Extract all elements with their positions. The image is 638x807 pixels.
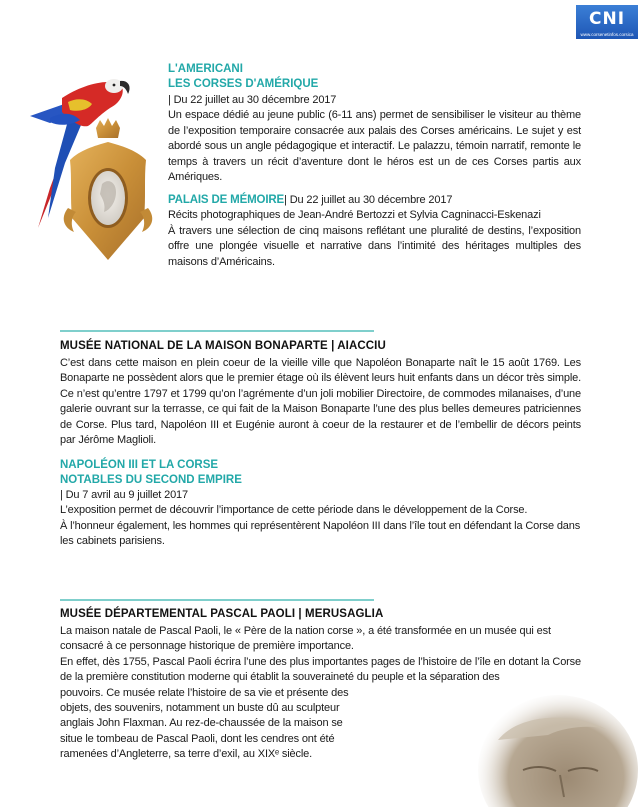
napoleon3-body-2: À l’honneur également, les hommes qui représentèrent Napoléon III dans l’île tout en défendant la Corse dans les cabinets parisiens. bbox=[60, 519, 581, 548]
napoleon3-body-1: L’exposition permet de découvrir l’importance de cette période dans le développement de la Corse. bbox=[60, 504, 528, 517]
palais-title: PALAIS DE MÉMOIRE bbox=[168, 194, 285, 206]
parrot-crest-illustration bbox=[10, 68, 160, 273]
bonaparte-body: C’est dans cette maison en plein coeur de la vieille ville que Napoléon Bonaparte naît le 15 août 1769. Les Bonaparte ne possèdent alors que le premier étage où ils élèvent leurs huit enfants dans un décor très simple. Ce n’est qu’entre 1797 et 1799 qu’on l’agrémente d’un joli mobilier Directoire, de commodes milanaises, d’une galerie ouvrant sur la terrasse, ce qui fait de la Maison Bonaparte l’une des plus belles demeures patriciennes de Corse. Plus tard, Napoléon III et Eugénie auront à coeur de la restaurer et de l’embellir de décors peints par Jérôme Maglioli. bbox=[60, 357, 581, 447]
americani-dates: | Du 22 juillet au 30 décembre 2017 bbox=[168, 94, 337, 106]
cni-logo bbox=[576, 5, 638, 39]
palais-body: À travers une sélection de cinq maisons reflétant une pluralité de destins, l’exposition offre une plongée visuelle et narrative dans l’intimité des héritages multiples des maisons d’Américains. bbox=[168, 224, 581, 268]
section-divider bbox=[60, 330, 374, 332]
napoleon3-title: NAPOLÉON III ET LA CORSE bbox=[60, 459, 219, 471]
paoli-body-2b: pouvoirs. Ce musée relate l’histoire de sa vie et présente des objets, des souvenirs, notamment un buste dû au sculpteur anglais John Flaxman. Au rez-de-chaussée de la maison se situe le tombeau de Pascal Paoli, dont les cendres ont été ramenées d’Angleterre, sa terre d’exil, au XIXᵉ siècle. bbox=[60, 686, 349, 761]
paoli-body-2a: En effet, dès 1755, Pascal Paoli écrira l’une des plus importantes pages de l’histoire de l’île en dotant la Corse de la première constitution moderne qui établit la souveraineté du peuple et la séparation des bbox=[60, 655, 581, 684]
americani-body: Un espace dédié au jeune public (6-11 ans) permet de sensibiliser le visiteur au thème de l’exposition temporaire consacrée aux palais des Corses américains. Le sujet y est abordé sous un angle pédagogique et interactif. Le palazzu, témoin narratif, remonte le temps à travers un récit d’aventure dont le héros est un de ces Corses partis aux Amériques. bbox=[168, 109, 581, 184]
napoleon3-dates: | Du 7 avril au 9 juillet 2017 bbox=[60, 489, 188, 501]
americani-subtitle: LES CORSES D'AMÉRIQUE bbox=[168, 78, 319, 90]
americani-section bbox=[168, 62, 581, 185]
section-divider bbox=[60, 599, 374, 601]
palais-dates: | Du 22 juillet au 30 décembre 2017 bbox=[284, 194, 453, 206]
paoli-body-1: La maison natale de Pascal Paoli, le « Père de la nation corse », a été transformée en un musée qui est consacré à ce personnage historique de première importance. bbox=[60, 625, 551, 653]
palais-section bbox=[168, 193, 581, 270]
napoleon3-section bbox=[60, 458, 581, 550]
logo-text: CNI bbox=[588, 9, 626, 29]
napoleon3-subtitle: NOTABLES DU SECOND EMPIRE bbox=[60, 474, 242, 486]
paoli-bust-illustration bbox=[468, 685, 638, 807]
palais-credits: Récits photographiques de Jean-André Bertozzi et Sylvia Cagninacci-Eskenazi bbox=[168, 209, 541, 222]
bonaparte-section bbox=[60, 339, 581, 448]
paoli-heading: MUSÉE DÉPARTEMENTAL PASCAL PAOLI | MERUSAGLIA bbox=[60, 608, 384, 620]
americani-title: L'AMERICANI bbox=[168, 63, 243, 75]
logo-url: www.corsenetinfos.corsica bbox=[580, 32, 634, 37]
bonaparte-heading: MUSÉE NATIONAL DE LA MAISON BONAPARTE | AIACCIU bbox=[60, 340, 386, 352]
